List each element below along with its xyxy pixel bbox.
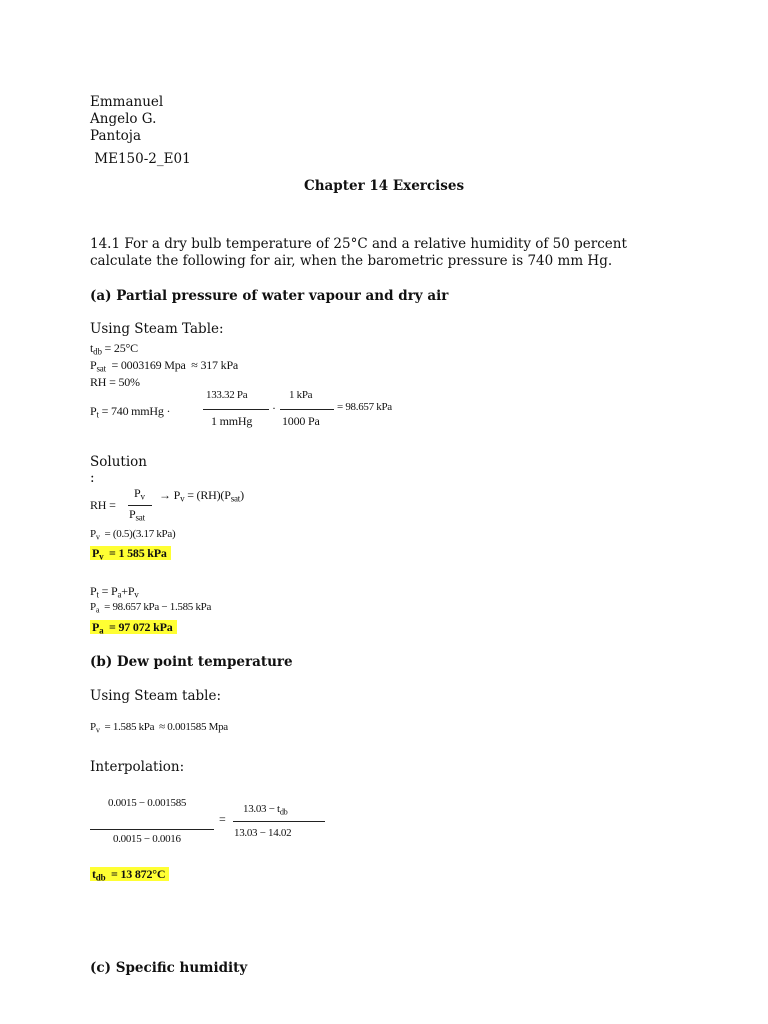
pv-value-line: $P_v = 1.585$ kPa ≈ 0.001585 Mpa [90, 721, 228, 735]
part-b-heading: (b) Dew point temperature [90, 654, 293, 670]
frac2-denominator: 1000 Pa [282, 414, 320, 428]
interp-left-numerator: 0.0015 − 0.001585 [108, 797, 187, 809]
rh-lhs: RH = [90, 498, 116, 512]
pa-calculation: $P_a = 98.657$ kPa − 1.585 kPa [90, 601, 212, 615]
author-first-name: Emmanuel [90, 94, 164, 110]
course-section: ME150-2_E01 [90, 151, 191, 167]
author-middle-name: Angelo G. [90, 111, 157, 127]
rh-denominator: $P_{sat}$ [129, 507, 145, 523]
pv-calculation: $P_v = (0.5)(3.17$ kPa) [90, 528, 176, 542]
multiply-dot: · [272, 401, 276, 415]
psat-given: $P_{sat} = 0003169$ Mpa ≈ 317 kPa [90, 358, 239, 374]
frac1-denominator: 1 mmHg [211, 414, 253, 428]
pt-lhs: $P_t = 740$ mmHg · [90, 404, 171, 420]
problem-line-2: calculate the following for air, when the barometric pressure is 740 mm Hg. [90, 253, 613, 269]
interp-left-denominator: 0.0015 − 0.0016 [113, 833, 181, 845]
tdb-given: $t_{db} = 25^\circ C$ [90, 341, 138, 357]
part-a-heading: (a) Partial pressure of water vapour and dry air [90, 288, 449, 304]
interp-equals: = [219, 812, 226, 826]
pt-result: = 98.657 kPa [337, 401, 392, 413]
part-c-heading: (c) Specific humidity [90, 960, 248, 976]
interp-right-numerator: $13.03 - t_{db}$ [243, 803, 288, 817]
interpolation-label: Interpolation: [90, 759, 185, 775]
solution-colon: : [90, 470, 95, 486]
frac1-numerator: 133.32 Pa [206, 389, 248, 401]
author-last-name: Pantoja [90, 128, 142, 144]
frac1-line [203, 409, 269, 410]
page-title: Chapter 14 Exercises [304, 178, 465, 194]
part-b-using-steam-table: Using Steam table: [90, 688, 222, 704]
pv-answer: $P_v = 1$ 585 kPa [90, 546, 171, 562]
rh-frac-line [128, 505, 152, 506]
pt-sum-equation: $P_t = P_a+P_v$ [90, 584, 139, 600]
solution-label: Solution [90, 454, 147, 470]
frac2-line [280, 409, 334, 410]
problem-line-1: 14.1 For a dry bulb temperature of 25°C and a relative humidity of 50 percent [90, 236, 627, 252]
interp-right-line [233, 821, 325, 822]
rh-numerator: $P_v$ [134, 486, 145, 502]
rh-rearranged: → $P_v = (RH)(P_{sat})$ [159, 488, 244, 504]
interp-right-denominator: 13.03 − 14.02 [234, 827, 292, 839]
pa-answer: $P_a = 97$ 072 kPa [90, 620, 177, 636]
interp-left-line [90, 829, 214, 830]
tdb-answer: $t_{db} = 13$ 872°C [90, 867, 169, 883]
frac2-numerator: 1 kPa [289, 389, 313, 401]
part-a-using-steam-table: Using Steam Table: [90, 321, 224, 337]
rh-given: RH = 50% [90, 375, 140, 389]
